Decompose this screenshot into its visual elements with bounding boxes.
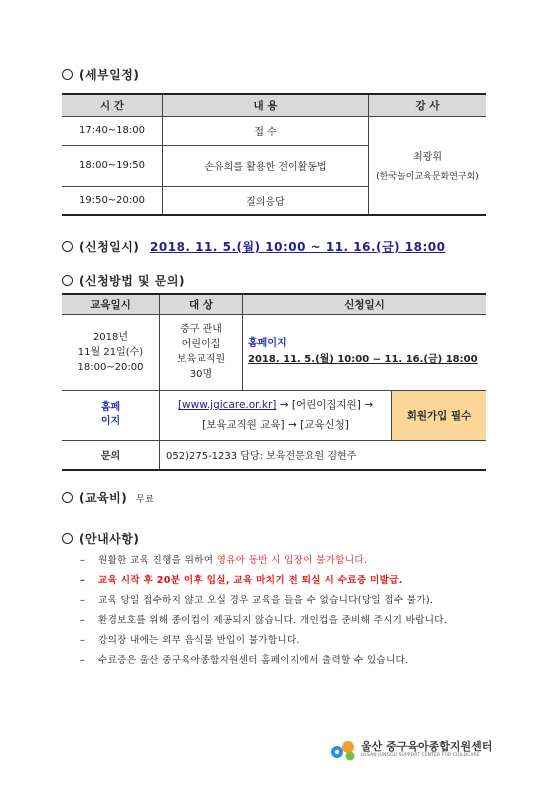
dash-icon: –	[80, 635, 86, 646]
edu-date-time: 18:00~20:00	[77, 361, 144, 373]
dash-icon: –	[80, 595, 86, 606]
col-header-content: 내 용	[163, 94, 369, 116]
instructor-name: 최광휘	[413, 152, 442, 164]
col-header-time: 시 간	[62, 94, 163, 116]
homepage-label: 이지	[100, 416, 121, 427]
apply-cell	[243, 314, 487, 390]
homepage-path-text: [보육교직원 교육] → [교육신청]	[202, 419, 349, 431]
schedule-time: 19:50~20:00	[62, 186, 163, 215]
notice-text: 강의장 내에는 외부 음식물 반입이 불가합니다.	[98, 635, 300, 646]
dash-icon: –	[80, 615, 86, 626]
apply-label: 홈페이지	[248, 338, 287, 349]
instructor-org: (한국놀이교육문화연구회)	[376, 172, 479, 183]
notice-item	[80, 612, 447, 626]
fee-heading-text: (교육비)	[79, 491, 128, 505]
notice-item	[80, 552, 367, 566]
notice-heading	[62, 530, 139, 547]
schedule-table	[62, 93, 486, 216]
target-line: 보육교직원	[176, 354, 226, 365]
notice-text: 환경보호를 위해 종이컵이 제공되지 않습니다. 개인컵을 준비해 주시기 바랍니다.	[98, 615, 448, 626]
method-heading	[62, 272, 185, 289]
target-cell	[160, 314, 243, 390]
center-logo-sub: ULSAN JUNGGU SUPPORT CENTER FOR CHILDCARE	[361, 753, 480, 758]
apply-date-heading	[62, 238, 446, 255]
method-heading-text: (신청방법 및 문의)	[79, 274, 185, 288]
circle-bullet-icon	[62, 69, 73, 80]
notice-text-red: 교육 시작 후 20분 이후 입실, 교육 마치기 전 퇴실 시 수료증 미발급.	[98, 575, 403, 586]
target-line: 중구 관내	[180, 324, 222, 335]
homepage-label: 홈페	[100, 402, 121, 413]
col-header-instructor: 강 사	[369, 94, 487, 116]
notice-text: 교육 당일 접수하지 않고 오실 경우 교육을 들을 수 없습니다(당일 접수 불가).	[98, 595, 434, 606]
schedule-content: 손유희를 활용한 전이활동법	[163, 145, 369, 186]
center-logo-name: 울산 중구육아종합지원센터	[361, 740, 493, 753]
apply-value: 2018. 11. 5.(월) 10:00 ~ 11. 16.(금) 18:00	[248, 354, 478, 365]
table-row	[62, 440, 486, 470]
circle-bullet-icon	[62, 275, 73, 286]
col-header-edu-date: 교육일시	[62, 294, 160, 314]
notice-heading-text: (안내사항)	[79, 532, 140, 546]
schedule-heading-text: (세부일정)	[79, 68, 140, 82]
circle-bullet-icon	[62, 241, 73, 252]
target-line: 어린이집	[181, 339, 221, 350]
schedule-time: 18:00~19:50	[62, 145, 163, 186]
homepage-label-cell	[62, 390, 160, 440]
schedule-content: 질의응답	[163, 186, 369, 215]
notice-item	[80, 652, 408, 666]
table-row	[62, 314, 486, 390]
member-required-cell: 회원가입 필수	[392, 390, 487, 440]
col-header-target: 대 상	[160, 294, 243, 314]
notice-text: 원활한 교육 진행을 위하여	[98, 555, 217, 566]
dash-icon: –	[80, 655, 86, 666]
table-row	[62, 116, 486, 145]
inquiry-label: 문의	[62, 440, 160, 470]
inquiry-value: 052)275-1233 담당: 보육전문요원 김현주	[160, 440, 487, 470]
schedule-heading	[62, 66, 139, 83]
apply-date-heading-text: (신청일시)	[79, 240, 140, 254]
notice-item	[80, 632, 300, 646]
edu-date-year: 2018년	[92, 331, 129, 343]
notice-item	[80, 572, 403, 586]
method-table	[62, 293, 486, 471]
instructor-cell	[369, 116, 487, 215]
circle-bullet-icon	[62, 533, 73, 544]
apply-date-value: 2018. 11. 5.(월) 10:00 ~ 11. 16.(금) 18:00	[150, 240, 446, 254]
circle-bullet-icon	[62, 492, 73, 503]
schedule-time: 17:40~18:00	[62, 116, 163, 145]
dash-icon: –	[80, 575, 86, 586]
dash-icon: –	[80, 555, 86, 566]
edu-date-cell	[62, 314, 160, 390]
table-row	[62, 390, 486, 440]
edu-date-day: 11월 21일(수)	[77, 346, 144, 358]
center-logo-icon	[330, 738, 358, 762]
homepage-path-cell	[160, 390, 392, 440]
center-logo	[330, 736, 500, 766]
schedule-content: 접 수	[163, 116, 369, 145]
homepage-link[interactable]: [www.jgicare.or.kr]	[177, 399, 277, 411]
homepage-path-text: → [어린이집지원] →	[276, 399, 374, 411]
fee-value: 무료	[135, 495, 155, 505]
target-line: 30명	[189, 369, 213, 380]
fee-heading	[62, 489, 154, 506]
notice-text-red: 영유아 동반 시 입장이 불가합니다.	[216, 555, 368, 566]
notice-item	[80, 592, 433, 606]
notice-text: 수료증은 울산 중구육아종합지원센터 홈페이지에서 출력할 수 있습니다.	[98, 655, 409, 666]
col-header-apply-date: 신청일시	[243, 294, 487, 314]
